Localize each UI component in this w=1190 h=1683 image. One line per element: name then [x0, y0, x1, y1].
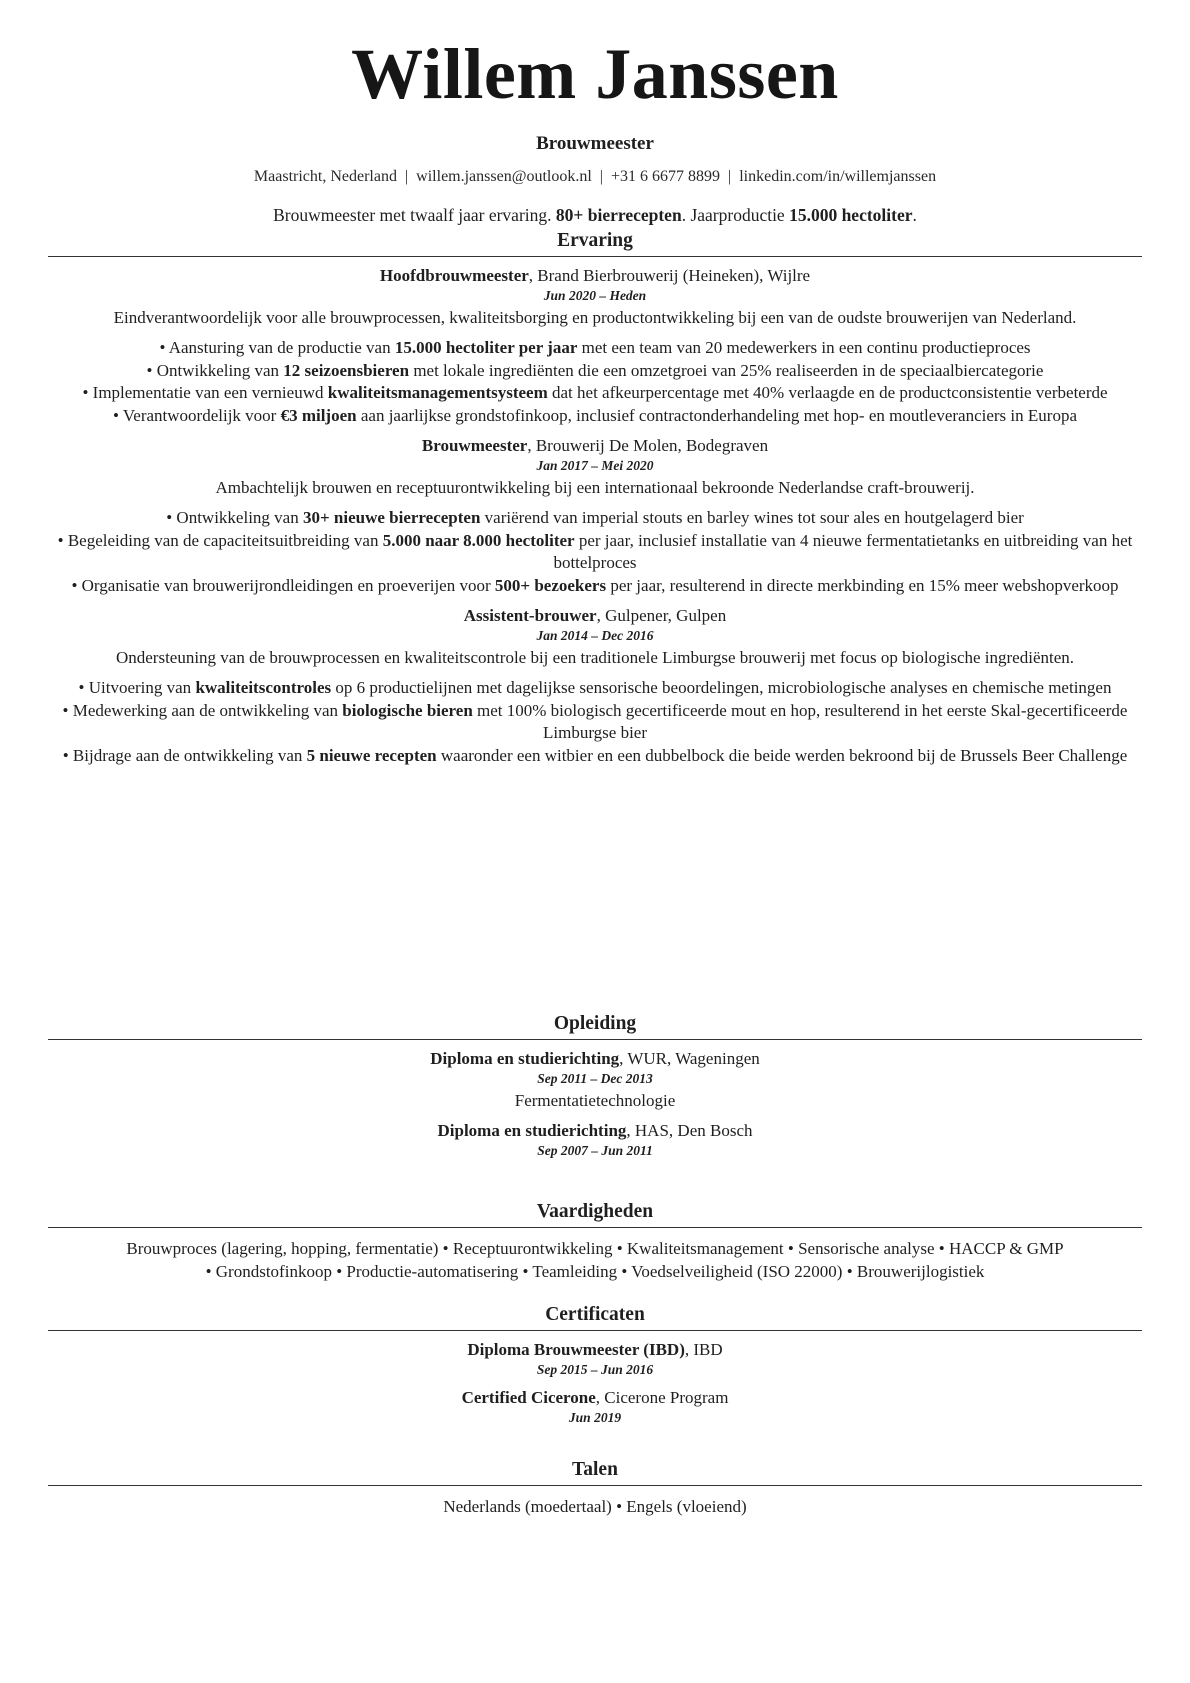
job-dates: Jun 2020 – Heden — [543, 288, 647, 303]
summary-text: . Jaarproductie — [681, 205, 790, 225]
skills-line: Brouwproces (lagering, hopping, fermentatie) • Receptuurontwikkeling • Kwaliteitsmanagement • Sensorische analyse • HACCP & GMP — [126, 1239, 1064, 1258]
education-entry — [48, 1120, 1142, 1160]
job-bullet: • Ontwikkeling van 12 seizoensbieren met lokale ingrediënten die een omzetgroei van 25% realiseerden in de speciaalbiercategorie — [146, 360, 1044, 380]
job-role: Hoofdbrouwmeester — [379, 266, 529, 285]
skills-line: • Grondstofinkoop • Productie-automatisering • Teamleiding • Voedselveiligheid (ISO 22000) • Brouwerijlogistiek — [205, 1261, 985, 1281]
certificate-org: , IBD — [684, 1340, 723, 1359]
certificate-entry — [48, 1339, 1142, 1379]
job-bullets — [48, 507, 1142, 597]
certificate-entry — [48, 1387, 1142, 1427]
job-bullets — [48, 337, 1142, 427]
education-degree: Diploma en studierichting — [437, 1121, 627, 1140]
job-org: , Brand Bierbrouwerij (Heineken), Wijlre — [528, 266, 811, 285]
contact-separator: | — [728, 168, 732, 185]
certificate-name: Certified Cicerone — [461, 1388, 596, 1407]
summary-highlight: 15.000 hectoliter — [789, 205, 913, 225]
languages-section — [48, 1459, 1142, 1519]
section-title-certificates: Certificaten — [48, 1304, 1142, 1331]
education-dates: Sep 2007 – Jun 2011 — [537, 1143, 653, 1158]
experience-section — [48, 230, 1142, 767]
job-role: Brouwmeester — [421, 436, 528, 455]
section-title-experience: Ervaring — [48, 230, 1142, 257]
education-heading — [48, 1120, 1142, 1142]
job-description: Eindverantwoordelijk voor alle brouwprocessen, kwaliteitsborging en productontwikkeling bij een van de oudste brouwerijen van Nederland. — [113, 308, 1077, 327]
languages-list: Nederlands (moedertaal) • Engels (vloeiend) — [443, 1497, 747, 1516]
job-bullet: • Aansturing van de productie van 15.000 hectoliter per jaar met een team van 20 medewerkers in een continu productieproces — [159, 338, 1031, 357]
certificate-dates: Sep 2015 – Jun 2016 — [536, 1362, 654, 1377]
section-title-skills: Vaardigheden — [48, 1201, 1142, 1228]
certificate-dates: Jun 2019 — [568, 1410, 622, 1425]
education-org: , HAS, Den Bosch — [626, 1121, 753, 1140]
job-bullets — [48, 677, 1142, 767]
contact-phone[interactable]: +31 6 6677 8899 — [610, 168, 721, 185]
job-bullet: • Organisatie van brouwerijrondleidingen en proeverijen voor 500+ bezoekers per jaar, resulterend in directe merkbinding en 15% meer webshopverkoop — [71, 575, 1119, 595]
job-dates: Jan 2017 – Mei 2020 — [536, 458, 654, 473]
education-degree: Diploma en studierichting — [430, 1049, 620, 1068]
contact-separator: | — [599, 168, 603, 185]
contact-email[interactable]: willem.janssen@outlook.nl — [416, 168, 592, 185]
job-bullet: • Bijdrage aan de ontwikkeling van 5 nieuwe recepten waaronder een witbier en een dubbelbock die beide werden bekroond bij de Brussels Beer Challenge — [62, 745, 1128, 765]
job-description: Ambachtelijk brouwen en receptuurontwikkeling bij een internationaal bekroonde Nederlandse craft-brouwerij. — [215, 478, 975, 497]
job-role: Assistent-brouwer — [463, 606, 597, 625]
education-heading — [48, 1048, 1142, 1070]
job-bullet: • Verantwoordelijk voor €3 miljoen aan jaarlijkse grondstofinkoop, inclusief contractonderhandeling met hop- en moutleveranciers in Europa — [113, 405, 1077, 425]
certificate-org: , Cicerone Program — [595, 1388, 729, 1407]
certificate-heading — [48, 1387, 1142, 1409]
education-org: , WUR, Wageningen — [619, 1049, 760, 1068]
education-field: Fermentatietechnologie — [514, 1091, 676, 1110]
job-bullet: • Begeleiding van de capaciteitsuitbreiding van 5.000 naar 8.000 hectoliter per jaar, inclusief installatie van 4 nieuwe fermentatietanks en uitbreiding van het bottelproces — [57, 530, 1133, 572]
certificate-heading — [48, 1339, 1142, 1361]
education-dates: Sep 2011 – Dec 2013 — [537, 1071, 653, 1086]
job-description: Ondersteuning van de brouwprocessen en kwaliteitscontrole bij een traditionele Limburgse brouwerij met focus op biologische ingrediënten. — [115, 648, 1075, 667]
job-heading — [48, 605, 1142, 627]
job-entry — [48, 265, 1142, 427]
job-org: , Gulpener, Gulpen — [596, 606, 727, 625]
skills-section — [48, 1201, 1142, 1283]
contact-linkedin[interactable]: linkedin.com/in/willemjanssen — [739, 168, 937, 185]
job-bullet: • Medewerking aan de ontwikkeling van biologische bieren met 100% biologisch gecertificeerde mout en hop, resulterend in het eerste Skal-gecertificeerde Limburgse bier — [62, 700, 1128, 742]
job-entry — [48, 435, 1142, 597]
contact-separator: | — [404, 168, 409, 185]
section-title-education: Opleiding — [48, 1013, 1142, 1040]
candidate-title: Brouwmeester — [536, 133, 654, 154]
section-title-languages: Talen — [48, 1459, 1142, 1486]
education-section — [48, 1013, 1142, 1160]
job-entry — [48, 605, 1142, 767]
contact-line — [0, 168, 1190, 186]
job-bullet: • Ontwikkeling van 30+ nieuwe bierrecepten variërend van imperial stouts en barley wines tot sour ales en houtgelagerd bier — [166, 508, 1024, 527]
profile-summary — [0, 205, 1190, 226]
education-entry — [48, 1048, 1142, 1112]
skills-list — [48, 1238, 1142, 1283]
summary-text: Brouwmeester met twaalf jaar ervaring. — [273, 205, 556, 225]
certificates-section — [48, 1304, 1142, 1427]
job-dates: Jan 2014 – Dec 2016 — [536, 628, 654, 643]
contact-location: Maastricht, Nederland — [253, 168, 397, 185]
certificate-name: Diploma Brouwmeester (IBD) — [467, 1340, 685, 1359]
summary-text: . — [912, 205, 917, 225]
job-heading — [48, 435, 1142, 457]
job-bullet: • Uitvoering van kwaliteitscontroles op 6 productielijnen met dagelijkse sensorische beoordelingen, microbiologische analyses en chemische metingen — [78, 678, 1112, 697]
job-org: , Brouwerij De Molen, Bodegraven — [527, 436, 769, 455]
candidate-name: Willem Janssen — [351, 34, 839, 114]
job-bullet: • Implementatie van een vernieuwd kwaliteitsmanagementsysteem dat het afkeurpercentage met 40% verlaagde en de productconsistentie verbeterde — [82, 383, 1108, 402]
job-heading — [48, 265, 1142, 287]
summary-highlight: 80+ bierrecepten — [555, 205, 682, 225]
